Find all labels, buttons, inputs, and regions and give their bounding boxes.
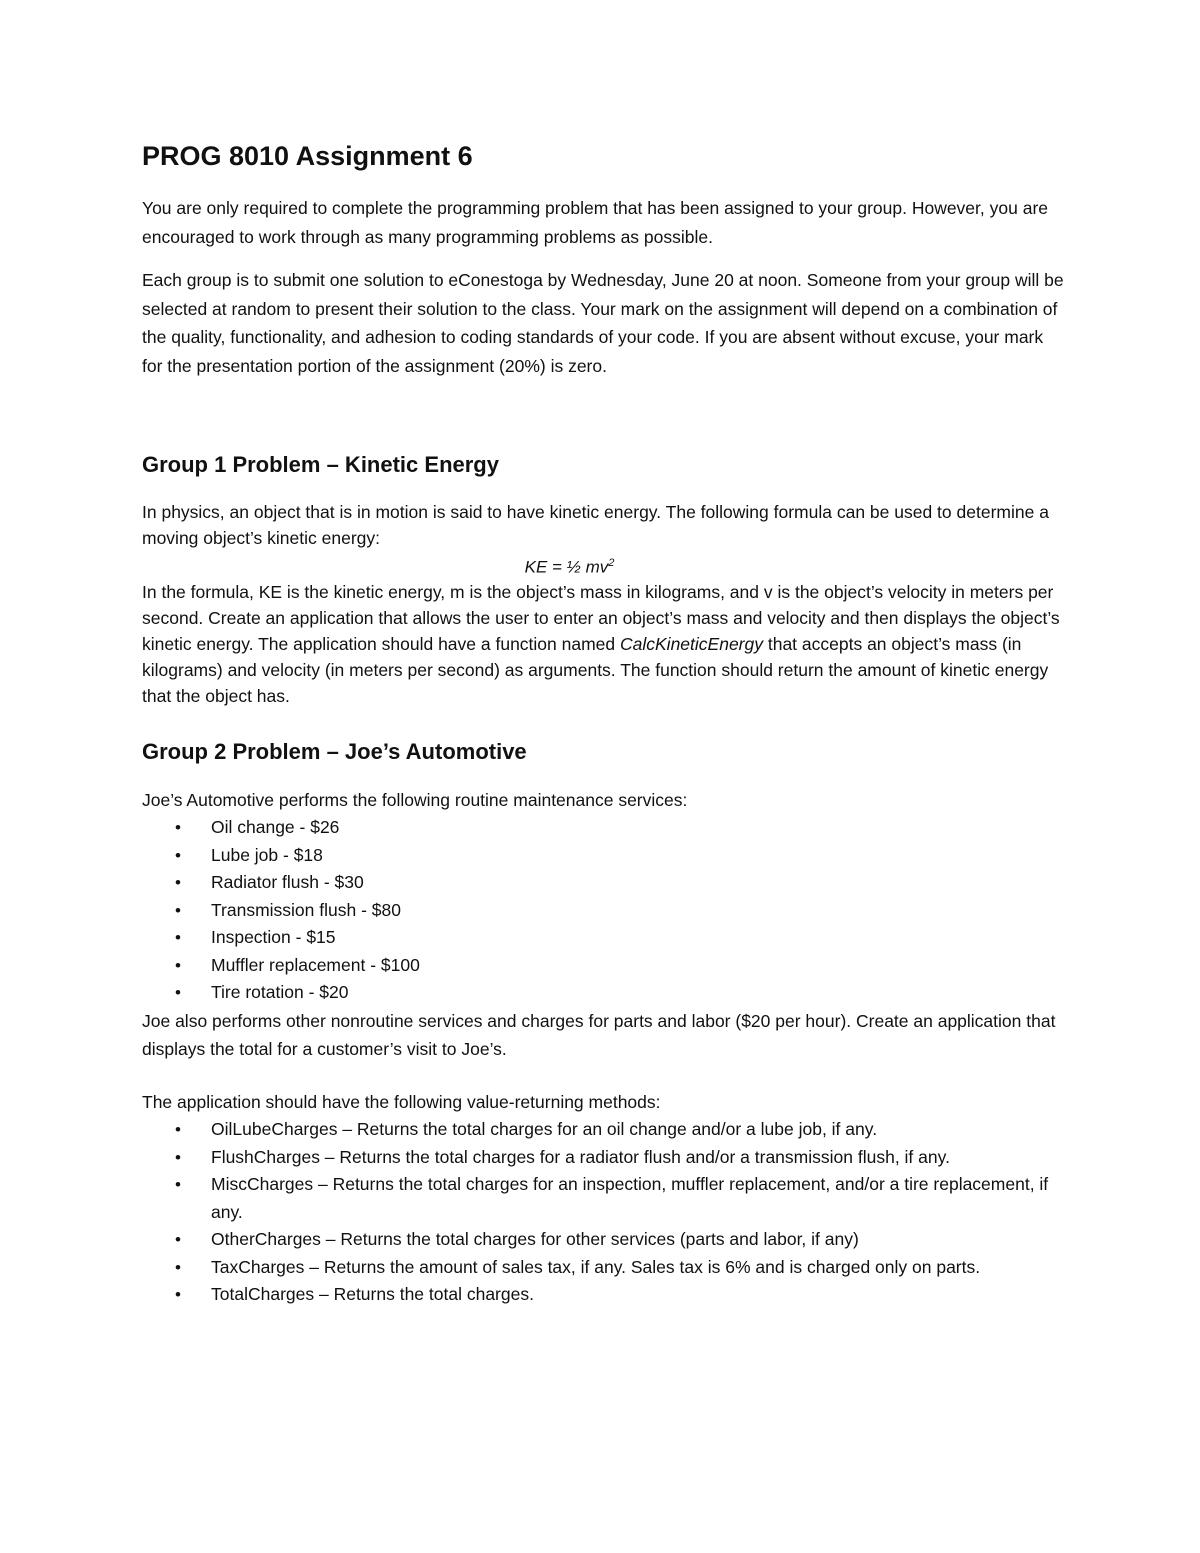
list-item	[142, 1171, 1067, 1226]
service-text: Lube job - $18	[211, 844, 323, 865]
intro-paragraph: Each group is to submit one solution to eConestoga by Wednesday, June 20 at noon. Someone from your group will be selected at random to present their solution to the class. Your mark on the assignment will depend on a combination of the quality, functionality, and adhesion to coding standards of your code. If you are absent without excuse, your mark for the presentation portion of the assignment (20%) is zero.	[142, 270, 1064, 376]
bullet-icon: •	[175, 1120, 181, 1140]
intro-paragraph: You are only required to complete the programming problem that has been assigned to your group. However, you are encouraged to work through as many programming problems as possible.	[142, 198, 1049, 247]
list-item	[142, 952, 1067, 980]
method-text: TotalCharges – Returns the total charges.	[211, 1284, 534, 1305]
formula-exponent: 2	[608, 556, 615, 569]
bullet-icon: •	[175, 1175, 181, 1195]
bullet-icon: •	[175, 1147, 181, 1167]
group1-heading: Group 1 Problem – Kinetic Energy	[142, 452, 499, 478]
bullet-icon: •	[175, 1285, 181, 1305]
list-item	[142, 869, 1067, 897]
group2-section	[142, 739, 1067, 1308]
group1-paragraph: In physics, an object that is in motion is said to have kinetic energy. The following formula can be used to determine a moving object’s kinetic energy:	[142, 501, 1049, 548]
document-page	[142, 140, 1067, 1309]
list-item	[142, 1116, 1067, 1144]
service-text: Oil change - $26	[211, 817, 340, 838]
group2-paragraph: Joe also performs other nonroutine services and charges for parts and labor ($20 per hour). Create an application that displays the total for a customer’s visit to Joe’s.	[142, 1010, 1056, 1060]
list-item	[142, 814, 1067, 842]
bullet-icon: •	[175, 1230, 181, 1250]
group1-text: that accepts an object’s mass (in kilograms) and velocity (in meters per second) as arguments. The function should return the amount of kinetic energy that the object has.	[142, 634, 1049, 707]
bullet-icon: •	[175, 873, 181, 893]
method-text: OtherCharges – Returns the total charges for other services (parts and labor, if any)	[211, 1229, 859, 1250]
list-item	[142, 1144, 1067, 1172]
service-text: Inspection - $15	[211, 927, 336, 948]
group2-lead: Joe’s Automotive performs the following routine maintenance services:	[142, 789, 688, 810]
bullet-icon: •	[175, 955, 181, 975]
service-text: Muffler replacement - $100	[211, 954, 420, 975]
bullet-icon: •	[175, 983, 181, 1003]
group1-text: In the formula, KE is the kinetic energy, m is the object’s mass in kilograms, and v is the object’s velocity in meters per second. Create an application that allows the user to enter an object’s mass and velocity and then displays the object’s kinetic energy. The application should have a function named	[142, 582, 1060, 655]
group1-section	[142, 452, 1067, 709]
list-item	[142, 842, 1067, 870]
method-text: FlushCharges – Returns the total charges for a radiator flush and/or a transmission flush, if any.	[211, 1146, 950, 1167]
formula-text: KE = ½ mv	[524, 557, 609, 577]
kinetic-energy-formula	[142, 551, 1067, 580]
bullet-icon: •	[175, 818, 181, 838]
list-item	[142, 924, 1067, 952]
group2-heading: Group 2 Problem – Joe’s Automotive	[142, 739, 527, 765]
page-title: PROG 8010 Assignment 6	[142, 141, 473, 171]
method-text: OilLubeCharges – Returns the total charges for an oil change and/or a lube job, if any.	[211, 1119, 878, 1140]
bullet-icon: •	[175, 845, 181, 865]
method-text: MiscCharges – Returns the total charges for an inspection, muffler replacement, and/or a tire replacement, if any.	[211, 1174, 1049, 1222]
bullet-icon: •	[175, 1257, 181, 1277]
bullet-icon: •	[175, 928, 181, 948]
service-text: Radiator flush - $30	[211, 872, 364, 893]
list-item	[142, 897, 1067, 925]
methods-lead: The application should have the following value-returning methods:	[142, 1091, 661, 1112]
method-text: TaxCharges – Returns the amount of sales tax, if any. Sales tax is 6% and is charged only on parts.	[211, 1256, 981, 1277]
list-item	[142, 1226, 1067, 1254]
methods-list	[142, 1116, 1067, 1309]
list-item	[142, 1281, 1067, 1309]
list-item	[142, 1254, 1067, 1282]
service-text: Transmission flush - $80	[211, 899, 401, 920]
service-text: Tire rotation - $20	[211, 982, 349, 1003]
services-list	[142, 814, 1067, 1007]
list-item	[142, 979, 1067, 1007]
function-name: CalcKineticEnergy	[620, 634, 763, 655]
bullet-icon: •	[175, 900, 181, 920]
group1-paragraph	[142, 579, 1067, 709]
